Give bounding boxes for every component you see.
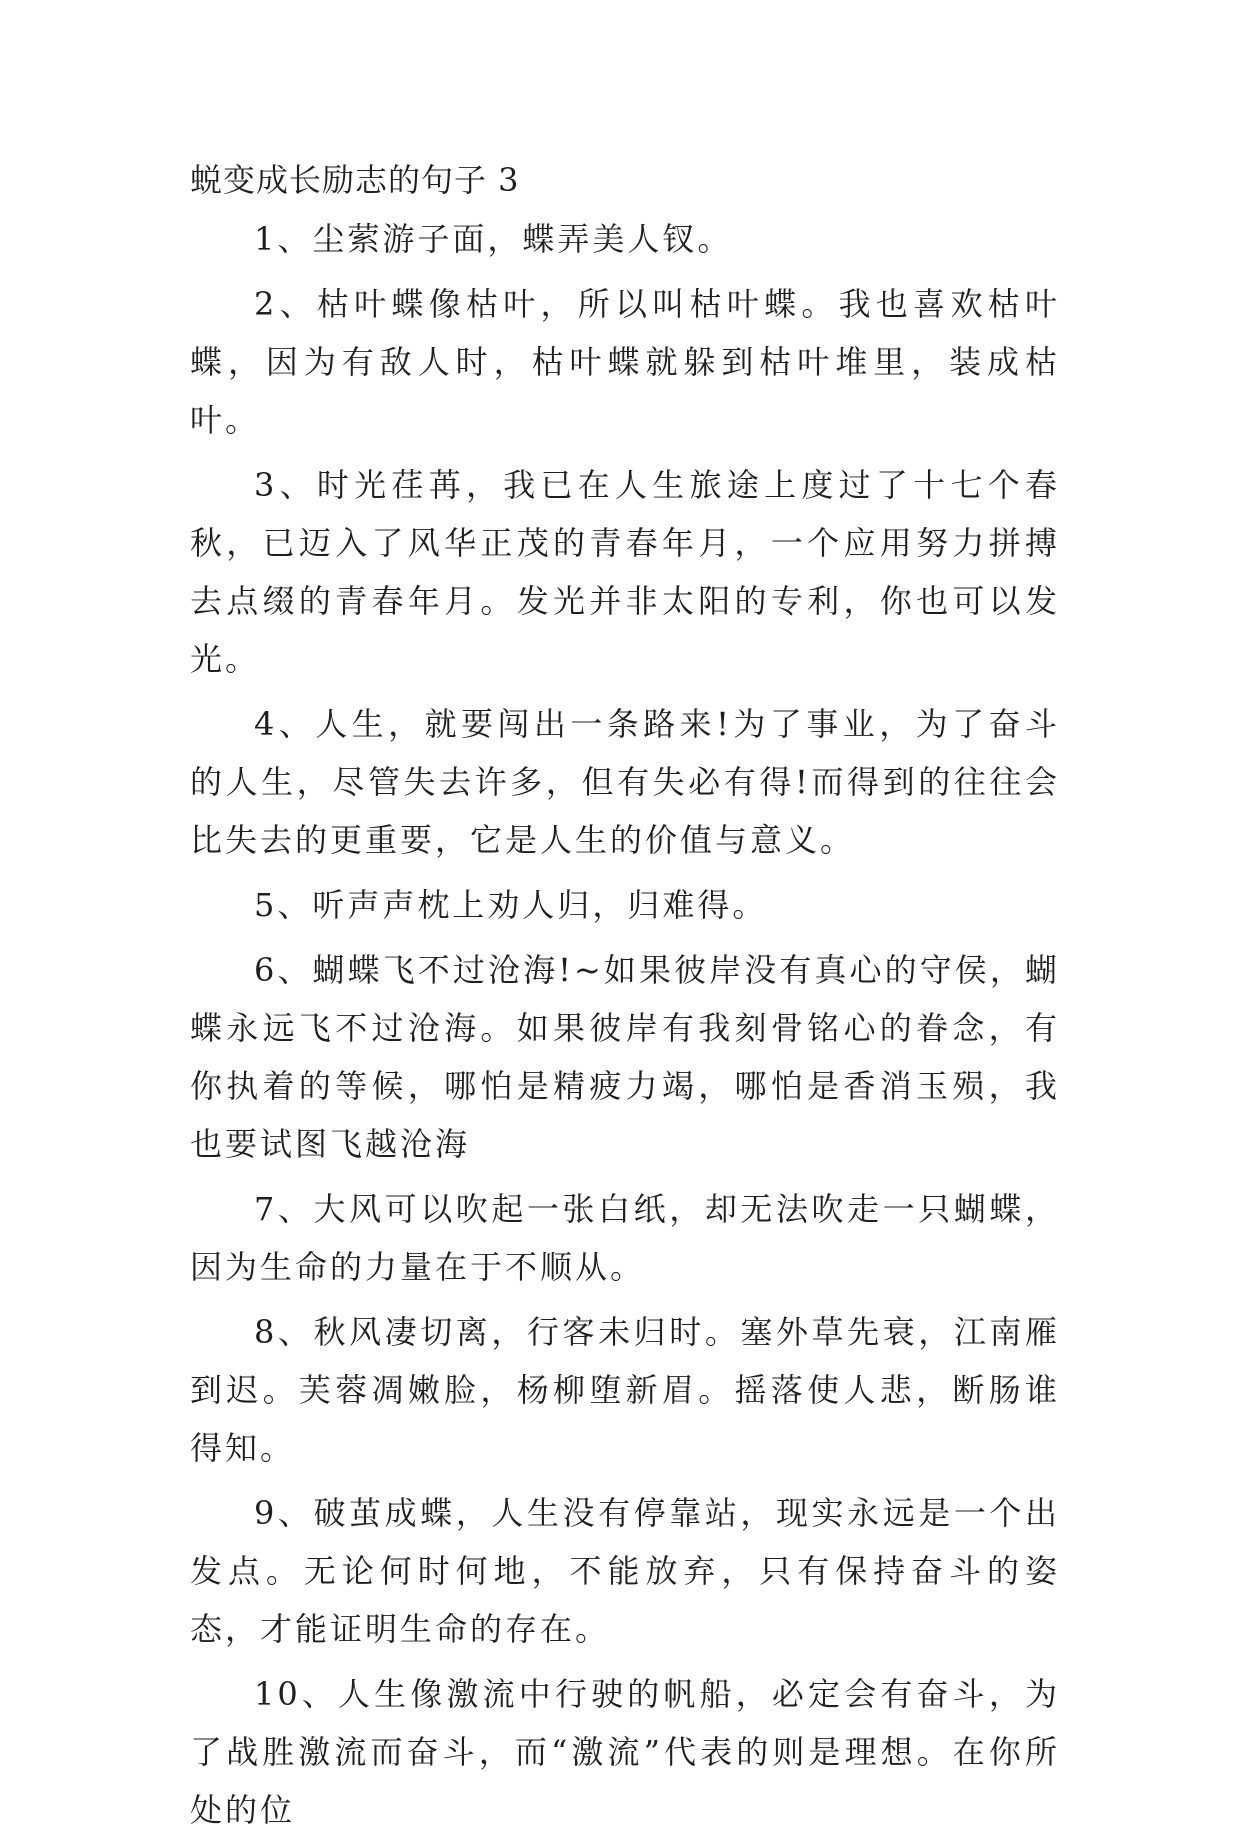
- document-page: [190, 150, 1060, 1846]
- paragraph-1: 1、尘萦游子面，蝶弄美人钗。: [254, 220, 733, 258]
- paragraph-5: 5、听声声枕上劝人归，归难得。: [254, 886, 768, 924]
- paragraph-8: 8、秋风凄切离，行客未归时。塞外草先衰，江南雁到迟。芙蓉凋嫩脸，杨柳堕新眉。摇落使人悲，断肠谁得知。: [190, 1313, 1060, 1467]
- document-title: 蜕变成长励志的句子 3: [190, 161, 520, 199]
- paragraph-7: 7、大风可以吹起一张白纸，却无法吹走一只蝴蝶，因为生命的力量在于不顺从。: [190, 1190, 1060, 1286]
- paragraph-3: 3、时光荏苒，我已在人生旅途上度过了十七个春秋，已迈入了风华正茂的青春年月，一个应用努力拼搏去点缀的青春年月。发光并非太阳的专利，你也可以发光。: [190, 466, 1060, 678]
- paragraph-4: 4、人生，就要闯出一条路来!为了事业，为了奋斗的人生，尽管失去许多，但有失必有得!而得到的往往会比失去的更重要，它是人生的价值与意义。: [190, 705, 1060, 859]
- paragraph-6: 6、蝴蝶飞不过沧海!~如果彼岸没有真心的守侯，蝴蝶永远飞不过沧海。如果彼岸有我刻骨铭心的眷念，有你执着的等候，哪怕是精疲力竭，哪怕是香消玉殒，我也要试图飞越沧海: [190, 951, 1060, 1163]
- paragraph-10: 10、人生像激流中行驶的帆船，必定会有奋斗，为了战胜激流而奋斗，而“激流”代表的则是理想。在你所处的位: [190, 1675, 1060, 1829]
- paragraph-2: 2、枯叶蝶像枯叶，所以叫枯叶蝶。我也喜欢枯叶蝶，因为有敌人时，枯叶蝶就躲到枯叶堆里，装成枯叶。: [190, 285, 1060, 439]
- paragraph-9: 9、破茧成蝶，人生没有停靠站，现实永远是一个出发点。无论何时何地，不能放弃，只有保持奋斗的姿态，才能证明生命的存在。: [190, 1494, 1060, 1648]
